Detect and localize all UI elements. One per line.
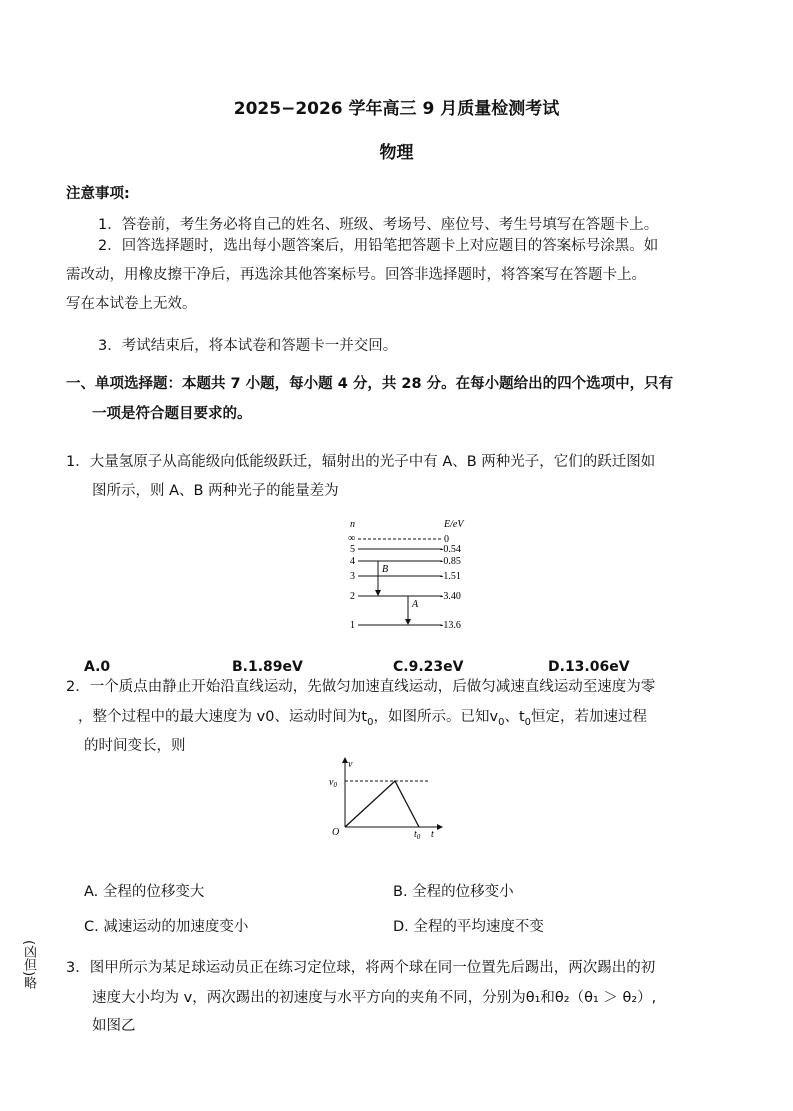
section-1-heading-line-1: 一、单项选择题：本题共 7 小题，每小题 4 分，共 28 分。在每小题给出的四个选项中，只有 [66,376,674,392]
q2-t0-symbol-2: $t_0$ [518,709,532,728]
notice-item-2-line-1: 2．回答选择题时，选出每小题答案后，用铅笔把答题卡上对应题目的答案标号涂黑。如 [98,238,659,254]
n-axis-label: n [350,519,355,530]
arrow-b-label: B [382,564,389,575]
q2-stem-line-2 [78,707,647,733]
q1-option-a: A.0 [84,659,111,675]
q1-option-b: B.1.89eV [232,659,303,675]
notice-item-3: 3．考试结束后，将本试卷和答题卡一并交回。 [98,338,398,354]
arrow-a-label: A [412,599,419,610]
margin-note: (凶但)略 [21,940,36,990]
q2-separator: 、 [504,709,519,725]
q2-t0-symbol: $t_0$ [361,709,374,728]
q3-condition: （θ₁ ＞ θ₂）, [569,990,657,1006]
level-n-3: 3 [350,571,355,582]
energy-level-diagram [340,515,480,633]
q2-stem-line-2-b: ，如图所示。已知 [373,709,490,725]
q2-v0-symbol: $v_0$ [489,709,505,728]
q3-and: 和 [540,990,555,1006]
level-e-2: -3.40 [440,591,461,602]
notice-heading: 注意事项: [66,186,130,202]
q2-stem-line-3: 的时间变长，则 [84,738,186,754]
q2-stem-line-2-c: 恒定，若加速过程 [531,709,648,725]
level-e-4: -0.85 [440,556,461,567]
q3-stem-line-2 [92,988,656,1008]
velocity-curve [345,781,419,827]
level-e-5: -0.54 [440,544,461,555]
level-e-1: -13.6 [440,620,461,631]
level-e-inf: 0 [444,534,449,545]
level-n-4: 4 [350,556,355,567]
exam-title: 2025−2026 学年高三 9 月质量检测考试 [233,99,560,119]
notice-item-1: 1．答卷前，考生务必将自己的姓名、班级、考场号、座位号、考生号填写在答题卡上。 [98,217,659,233]
level-n-2: 2 [350,591,355,602]
arrow-a-head [405,619,411,625]
notice-item-2-line-2: 需改动，用橡皮擦干净后，再选涂其他答案标号。回答非选择题时，将答案写在答题卡上。 [66,267,646,283]
notice-item-2-line-3: 写在本试卷上无效。 [66,296,197,312]
v-axis-label: v [348,759,353,770]
q3-stem-line-3: 如图乙 [92,1018,136,1034]
q3-theta1: θ₁ [525,990,541,1006]
q1-stem-line-1: 1．大量氢原子从高能级向低能级跃迁，辐射出的光子中有 A、B 两种光子，它们的跃迁图如 [66,454,656,470]
origin-label: O [332,827,340,838]
level-n-1: 1 [350,620,355,631]
q2-stem-line-2-a: ，整个过程中的最大速度为 v0、运动时间为 [78,709,362,725]
q2-option-b: B. 全程的位移变小 [393,884,514,900]
q1-option-d: D.13.06eV [548,659,630,675]
energy-axis-label: E/eV [444,519,464,530]
q3-stem-line-1: 3．图甲所示为某足球运动员正在练习定位球，将两个球在同一位置先后踢出，两次踢出的初 [66,960,656,976]
q2-option-a: A. 全程的位移变大 [84,884,205,900]
v0-label: $v_0$ [329,777,337,789]
level-n-5: 5 [350,544,355,555]
subject-title: 物理 [379,143,414,163]
arrow-b-head [375,590,381,596]
t-axis-arrow [437,824,443,830]
level-n-inf: ∞ [348,533,356,544]
q2-stem-line-1: 2．一个质点由静止开始沿直线运动，先做匀加速直线运动，后做匀减速直线运动至速度为零 [66,679,656,695]
q1-option-c: C.9.23eV [393,659,464,675]
q1-stem-line-2: 图所示，则 A、B 两种光子的能量差为 [92,483,339,499]
q2-option-c: C. 减速运动的加速度变小 [84,919,249,935]
t0-label: $t_0$ [414,829,421,840]
velocity-time-graph [325,755,450,840]
q2-option-d: D. 全程的平均速度不变 [393,919,544,935]
section-1-heading-line-2: 一项是符合题目要求的。 [92,406,252,422]
q3-stem-line-2-a: 速度大小均为 v，两次踢出的初速度与水平方向的夹角不同，分别为 [92,990,526,1006]
q3-theta2: θ₂ [554,990,570,1006]
t-axis-label: t [431,829,434,840]
level-e-3: -1.51 [440,571,461,582]
